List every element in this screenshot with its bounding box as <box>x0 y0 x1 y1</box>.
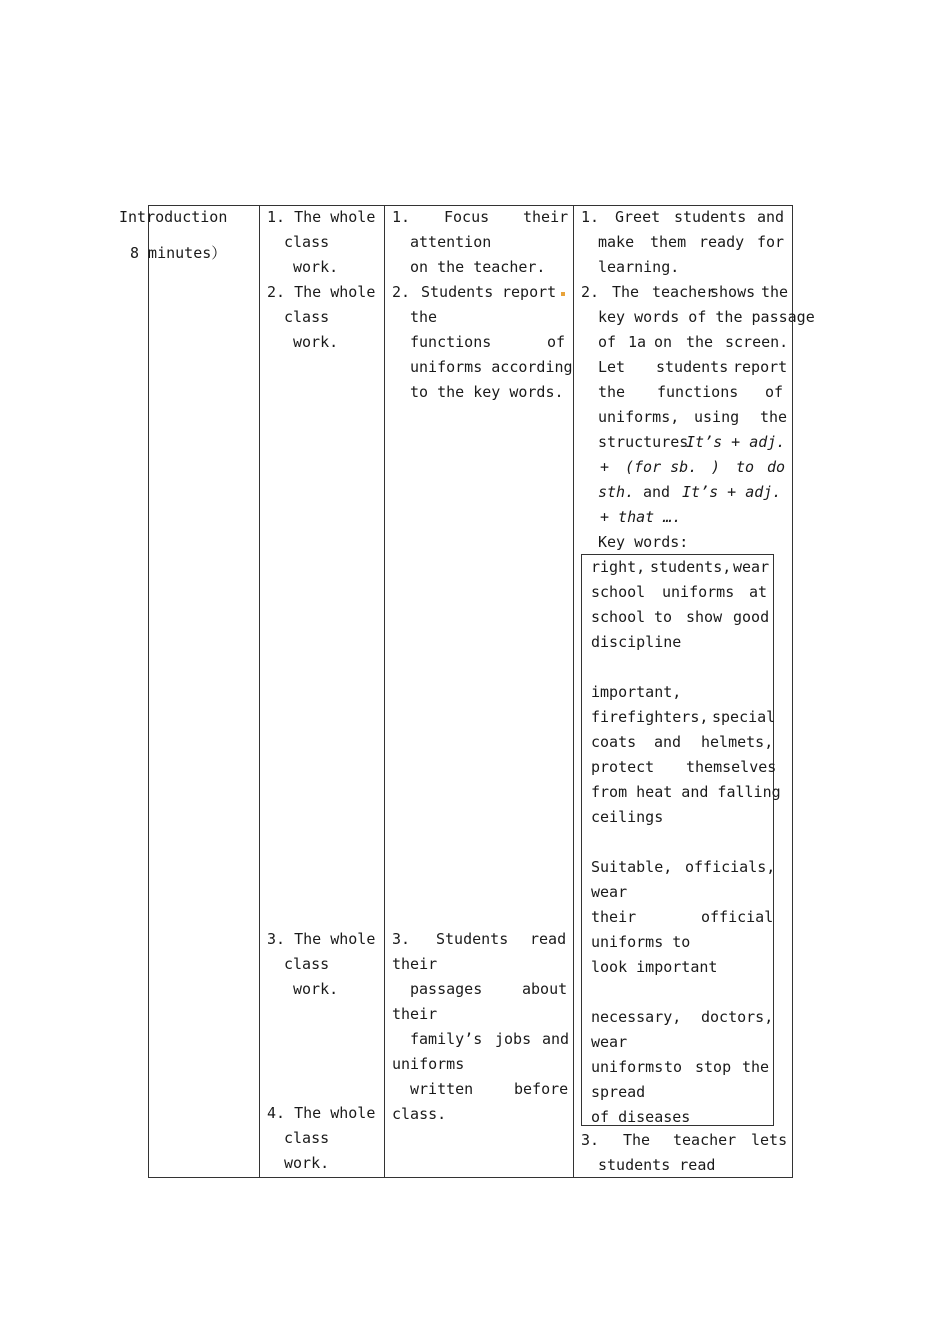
keyword-text: look important <box>591 958 718 976</box>
keyword-text: coats <box>591 733 637 751</box>
keyword-text: school <box>591 608 646 626</box>
keyword-text: protect <box>591 758 655 776</box>
teacher-text: and <box>757 208 785 226</box>
keyword-text: spread <box>591 1083 646 1101</box>
student-text: read <box>530 930 567 948</box>
keyword-text: to <box>664 1058 683 1076</box>
structure-text: to <box>736 458 755 476</box>
keyword-text: from heat and falling <box>591 783 781 801</box>
teacher-text: uniforms, <box>598 408 680 426</box>
activity-text: 4. The whole <box>267 1104 376 1122</box>
stage-name: Introduction <box>119 208 228 226</box>
activity-text: work. <box>293 258 339 276</box>
teacher-text: make <box>598 233 635 251</box>
student-text: uniforms <box>392 1055 465 1073</box>
student-text: before <box>514 1080 569 1098</box>
keyword-text: at <box>749 583 768 601</box>
keywords-label: Key words: <box>598 533 689 551</box>
keyword-text: students, <box>650 558 732 576</box>
activity-text: class <box>284 955 330 973</box>
student-text: the <box>410 308 438 326</box>
teacher-text: learning. <box>598 258 680 276</box>
keyword-text: the <box>742 1058 770 1076</box>
keyword-text: ceilings <box>591 808 664 826</box>
activity-text: class <box>284 308 330 326</box>
student-text: Students <box>421 283 494 301</box>
teacher-text: The <box>623 1131 651 1149</box>
keyword-text: themselves <box>686 758 777 776</box>
student-text: their <box>392 955 438 973</box>
student-text: written <box>410 1080 474 1098</box>
structure-text: It’s + adj. <box>682 483 782 501</box>
student-text: class. <box>392 1105 447 1123</box>
teacher-text: of <box>598 333 617 351</box>
teacher-text: Let <box>598 358 626 376</box>
keyword-text: officials, <box>685 858 776 876</box>
keyword-text: discipline <box>591 633 682 651</box>
student-text: jobs <box>495 1030 532 1048</box>
keyword-text: doctors, <box>701 1008 774 1026</box>
structure-text: do <box>767 458 786 476</box>
keyword-text: right, <box>591 558 646 576</box>
teacher-text: the <box>760 408 788 426</box>
keyword-text: and <box>654 733 682 751</box>
stage-time: 8 minutes） <box>130 244 227 262</box>
student-text: report <box>502 283 557 301</box>
keyword-text: uniforms to <box>591 933 691 951</box>
keyword-text: Suitable, <box>591 858 673 876</box>
student-text: 1. <box>392 208 411 226</box>
keyword-text: of diseases <box>591 1108 691 1126</box>
student-text: their <box>523 208 569 226</box>
teacher-text: the <box>686 333 714 351</box>
table-col-border-2 <box>259 205 260 1178</box>
student-text: Students <box>436 930 509 948</box>
teacher-text: on <box>654 333 673 351</box>
student-text: on the teacher. <box>410 258 546 276</box>
keyword-text: firefighters, <box>591 708 709 726</box>
keyword-text: helmets, <box>701 733 774 751</box>
teacher-text: Greet <box>615 208 661 226</box>
student-text: family’s <box>410 1030 483 1048</box>
teacher-text: functions <box>657 383 739 401</box>
activity-text: work. <box>284 1154 330 1172</box>
teacher-text: of <box>765 383 784 401</box>
teacher-text: ready <box>699 233 745 251</box>
teacher-text: shows <box>710 283 756 301</box>
student-text: of <box>547 333 566 351</box>
student-text: functions <box>410 333 492 351</box>
keyword-text: official <box>701 908 774 926</box>
keyword-text: their <box>591 908 637 926</box>
table-col-border-5 <box>792 205 793 1178</box>
keyword-text: necessary, <box>591 1008 682 1026</box>
teacher-text: and <box>643 483 671 501</box>
keyword-text: uniforms <box>662 583 735 601</box>
structure-text: (for sb. <box>625 458 698 476</box>
student-text: 3. <box>392 930 411 948</box>
activity-text: class <box>284 233 330 251</box>
student-text: passages <box>410 980 483 998</box>
keyword-text: important, <box>591 683 682 701</box>
teacher-text: The <box>612 283 640 301</box>
student-text: to the key words. <box>410 383 564 401</box>
teacher-text: students <box>656 358 729 376</box>
structure-text: It’s + adj. <box>686 433 786 451</box>
structure-text: ) <box>711 458 721 476</box>
student-text: attention <box>410 233 492 251</box>
keyword-text: show <box>686 608 723 626</box>
student-text: uniforms according <box>410 358 573 376</box>
student-text: 2. <box>392 283 411 301</box>
student-text: Focus <box>444 208 490 226</box>
keyword-text: special <box>712 708 776 726</box>
structure-text: + <box>600 458 610 476</box>
table-col-border-3 <box>384 205 385 1178</box>
activity-text: 2. The whole <box>267 283 376 301</box>
student-text: their <box>392 1005 438 1023</box>
activity-text: work. <box>293 333 339 351</box>
table-col-border-4 <box>573 205 574 1178</box>
teacher-text: teacher <box>673 1131 737 1149</box>
activity-text: 1. The whole <box>267 208 376 226</box>
teacher-text: teacher <box>652 283 716 301</box>
teacher-text: students read <box>598 1156 716 1174</box>
activity-text: class <box>284 1129 330 1147</box>
teacher-text: the <box>761 283 789 301</box>
keyword-text: to <box>654 608 673 626</box>
teacher-text: using <box>694 408 740 426</box>
structure-text: sth. <box>598 483 635 501</box>
teacher-text: 3. <box>581 1131 600 1149</box>
keyword-text: wear <box>591 1033 628 1051</box>
keyword-text: uniforms <box>591 1058 664 1076</box>
teacher-text: 1. <box>581 208 600 226</box>
student-text: about <box>522 980 568 998</box>
teacher-text: for <box>757 233 785 251</box>
orange-mark <box>561 292 565 296</box>
activity-text: 3. The whole <box>267 930 376 948</box>
keyword-text: wear <box>733 558 770 576</box>
activity-text: work. <box>293 980 339 998</box>
keyword-text: stop <box>695 1058 732 1076</box>
teacher-text: key words of the passage <box>598 308 815 326</box>
teacher-text: report <box>733 358 788 376</box>
teacher-text: students <box>674 208 747 226</box>
teacher-text: screen. <box>725 333 789 351</box>
structure-text: + that …. <box>600 508 682 526</box>
teacher-text: them <box>650 233 687 251</box>
teacher-text: the <box>598 383 626 401</box>
keyword-text: wear <box>591 883 628 901</box>
keyword-text: good <box>733 608 770 626</box>
student-text: and <box>542 1030 570 1048</box>
table-col-border-1 <box>148 205 149 1178</box>
teacher-text: structures <box>598 433 689 451</box>
teacher-text: lets <box>751 1131 788 1149</box>
teacher-text: 1a <box>628 333 647 351</box>
keyword-text: school <box>591 583 646 601</box>
teacher-text: 2. <box>581 283 600 301</box>
